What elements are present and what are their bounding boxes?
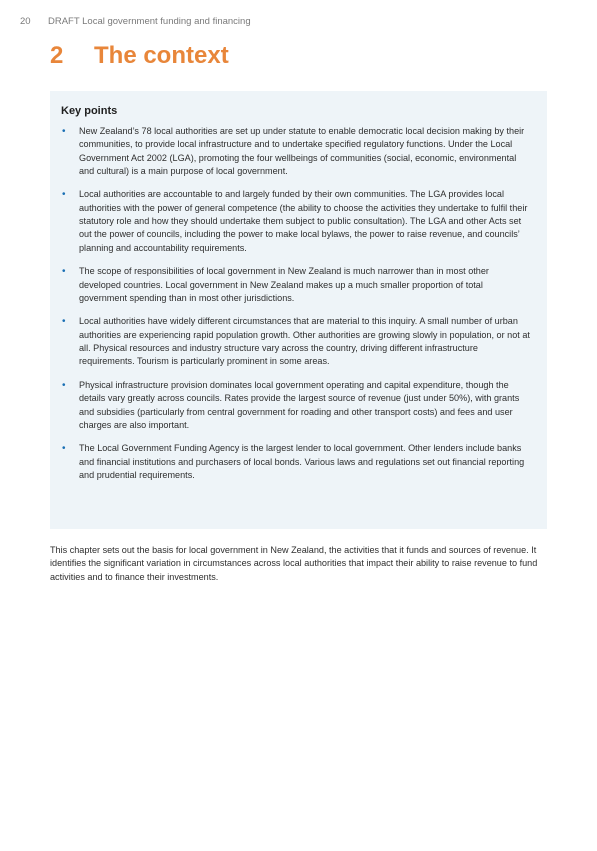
key-point-item [61, 315, 533, 368]
key-points-heading: Key points [61, 105, 118, 117]
bullet-icon: • [62, 266, 66, 278]
key-points-list [61, 125, 533, 482]
page-number: 20 [20, 16, 31, 27]
running-header [20, 16, 251, 27]
key-point-item [61, 379, 533, 432]
bullet-icon: • [62, 443, 66, 455]
chapter-heading [50, 42, 229, 70]
key-point-text: Local authorities are accountable to and largely funded by their own communities. The LGA provides local authorities with the power of general competence (the ability to choose the activities they undertake to fulfil their statutory role and how they should undertake them subject to public consultation). The LGA and other Acts set out the power of councils, including the power to make local bylaws, the power to raise revenue, and councils’ planning and accountability requirements. [79, 189, 528, 253]
bullet-icon: • [62, 126, 66, 137]
chapter-number: 2 [50, 42, 64, 69]
key-point-item [61, 265, 533, 305]
key-point-text: Physical infrastructure provision dominates local government operating and capital expenditure, though the details vary greatly across councils. Rates provide the largest source of revenue (just under 50%), with grants and subsidies (particularly from central government for roading and other transport costs) and fees and user charges are also important. [79, 379, 520, 430]
key-point-item [61, 188, 533, 254]
body-paragraph: This chapter sets out the basis for local government in New Zealand, the activities that it funds and sources of revenue. It identifies the significant variation in circumstances across local authorities that impact their ability to raise revenue to fund activities and to finance their investments. [50, 545, 538, 582]
key-point-text: The Local Government Funding Agency is the largest lender to local government. Other lenders include banks and financial institutions and purchasers of local bonds. Various laws and regulations set out financial reporting and prudential requirements. [79, 443, 525, 481]
chapter-title: The context [94, 42, 229, 69]
running-title: DRAFT Local government funding and financing [48, 16, 251, 27]
key-point-text: The scope of responsibilities of local government in New Zealand is much narrower than in most other developed countries. Local government in New Zealand makes up a much smaller proportion of total government spending than in most other jurisdictions. [79, 266, 489, 303]
key-points-box [50, 91, 547, 529]
bullet-icon: • [62, 379, 66, 391]
bullet-icon: • [62, 316, 66, 328]
key-point-item [61, 442, 533, 482]
key-point-text: New Zealand’s 78 local authorities are set up under statute to enable democratic local decision making by their communities, to provide local infrastructure and to undertake specified regulatory functions. Under the Local Government Act 2002 (LGA), promoting the four wellbeings of communities (social, economic, environmental and cultural) is a main purpose of local government. [79, 126, 525, 176]
key-point-text: Local authorities have widely different circumstances that are material to this inquiry. A small number of urban authorities are experiencing rapid population growth. Other authorities are growing slowly in population, or not at all. Physical resources and industry structure vary across the country, driving different infrastructure requirements. Tourism is particularly prominent in some areas. [79, 316, 530, 367]
bullet-icon: • [62, 189, 66, 201]
key-point-item [61, 125, 533, 178]
